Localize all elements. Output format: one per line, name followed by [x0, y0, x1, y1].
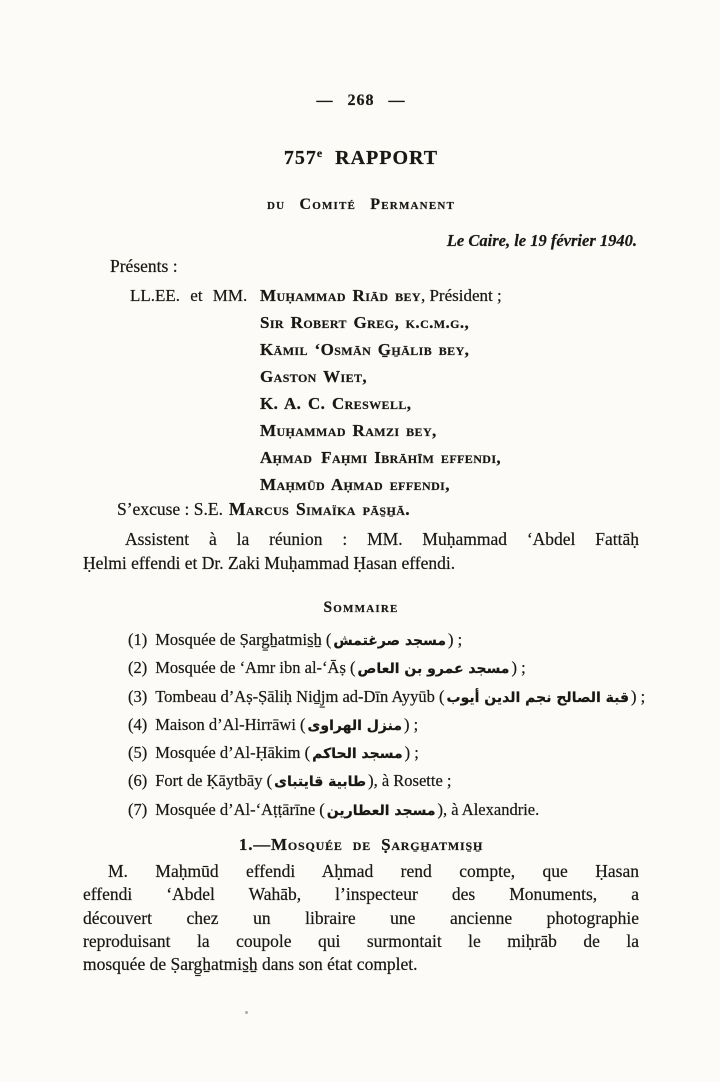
attendee-name: Aḥmad Faḥmi Ibrāhīm effendi,: [260, 448, 502, 467]
attendee-row: [83, 390, 639, 417]
item-text-fr: Mosquée d’Al-‘Aṭṭārīne (: [155, 799, 325, 819]
item-text-after: ) ;: [404, 743, 419, 763]
assist-line: Ḥelmi effendi et Dr. Zaki Muḥammad Ḥasan effendi.: [83, 552, 456, 573]
attendee-row: [83, 417, 639, 444]
sommaire-item: [128, 711, 639, 739]
item-text-after: ) ;: [631, 686, 646, 706]
attendee-row: [83, 282, 639, 309]
item-number: (1): [128, 630, 148, 649]
sommaire-title: Sommaire: [323, 599, 399, 616]
report-number: 757: [283, 147, 317, 169]
attendee-name: Kāmil ‘Osmān G̱ẖālib bey,: [260, 340, 470, 359]
attendee-row: [83, 363, 639, 390]
item-text-fr: Mosquée de Ṣarg̱ẖatmis̱ẖ (: [155, 630, 332, 649]
item-number: (3): [128, 686, 148, 706]
item-text-after: ) ;: [448, 630, 463, 649]
item-number: (6): [128, 771, 148, 791]
scan-speck: [245, 1011, 248, 1014]
item-text-arabic: مسجد الحاكم: [312, 746, 403, 763]
attendee-suffix: , Président ;: [420, 286, 502, 305]
item-text-fr: Mosquée d’Al-Ḥākim (: [155, 743, 311, 763]
item-text-fr: Fort de Ḳāytbāy (: [155, 771, 273, 791]
item-text-after: ) ;: [404, 714, 419, 734]
attendee-name: K. A. C. Creswell,: [260, 394, 412, 413]
excuse-line: [83, 499, 639, 520]
page-number: — 268 —: [316, 92, 406, 109]
ordinal-indicator: e: [316, 146, 324, 160]
item-text-arabic: طابية قايتباى: [274, 774, 367, 791]
item-text-after: ) ;: [511, 658, 526, 678]
paragraph-line: M. Maḥmūd effendi Aḥmad rend compte, que Ḥasan: [108, 861, 639, 881]
sommaire-item: [128, 796, 639, 824]
attendee-row: [83, 336, 639, 363]
sommaire-item: [128, 739, 639, 767]
attendee-name: Maḥmūd Aḥmad effendi,: [260, 475, 450, 494]
excuse-name: Marcus Simaïka pās̱ẖā.: [228, 499, 411, 519]
presents-label: Présents :: [110, 256, 178, 276]
dateline: Le Caire, le 19 février 1940.: [446, 231, 637, 250]
sommaire-item: [128, 767, 639, 795]
item-text-arabic: مسجد العطارين: [326, 802, 436, 819]
item-number: (2): [128, 658, 148, 678]
item-number: (7): [128, 799, 148, 819]
item-text-fr: Maison d’Al-Hirrāwi (: [155, 714, 306, 734]
attendees-list: [83, 282, 639, 498]
committee-subtitle: du Comité Permanent: [266, 196, 456, 213]
sommaire-list: [83, 626, 646, 824]
item-text-arabic: مسجد عمرو بن العاص: [357, 661, 510, 678]
attendee-row: [83, 309, 639, 336]
attendee-row: [83, 444, 639, 471]
assist-paragraph: [83, 528, 639, 575]
attendee-name: Muḥammad Ramzi bey,: [260, 421, 437, 440]
paragraph-line: mosquée de Ṣarg̱ẖatmis̱ẖ dans son état complet.: [83, 954, 418, 975]
section-paragraph: [83, 860, 639, 976]
assist-line: Assistent à la réunion : MM. Muḥammad ‘Abdel Fattāḥ: [125, 529, 639, 549]
section-heading: 1.—Mosquée de Ṣarg̱ẖatmis̱ẖ: [238, 835, 484, 854]
attendee-name: Muḥammad Riād bey: [260, 286, 421, 305]
item-text-arabic: مسجد صرغتمش: [333, 633, 447, 649]
item-number: (5): [128, 743, 148, 763]
paragraph-line: découvert chez un libraire une ancienne photographie: [83, 907, 639, 928]
report-title: [83, 146, 639, 170]
report-word: RAPPORT: [335, 147, 439, 169]
attendee-row: [83, 471, 639, 498]
item-text-arabic: منزل الهراوى: [307, 717, 402, 734]
item-text-fr: Tombeau d’Aṣ-Ṣāliḥ Niḏj̱m ad-Dīn Ayyūb (: [155, 686, 445, 706]
item-text-fr: Mosquée de ‘Amr ibn al-‘Āṣ (: [155, 658, 356, 678]
item-text-after: ), à Rosette ;: [368, 771, 452, 791]
text-block: [83, 0, 646, 1082]
item-text-after: ), à Alexandrie.: [437, 799, 540, 819]
item-number: (4): [128, 714, 148, 734]
paragraph-line: effendi ‘Abdel Wahāb, l’inspecteur des Monuments, a: [83, 884, 639, 905]
paragraph-line: reproduisant la coupole qui surmontait le miḥrāb de la: [83, 930, 639, 951]
attendee-name: Sir Robert Greg, k.c.m.g.,: [260, 313, 470, 332]
attendee-name: Gaston Wiet,: [260, 367, 368, 386]
sommaire-item: [128, 654, 639, 682]
sommaire-item: [128, 683, 646, 711]
sommaire-item: [128, 626, 639, 654]
attendee-intro: LL.EE. et MM.: [130, 286, 248, 305]
excuse-prefix: S’excuse : S.E.: [117, 499, 223, 519]
item-text-arabic: قبة الصالح نجم الدين أيوب: [446, 689, 630, 706]
